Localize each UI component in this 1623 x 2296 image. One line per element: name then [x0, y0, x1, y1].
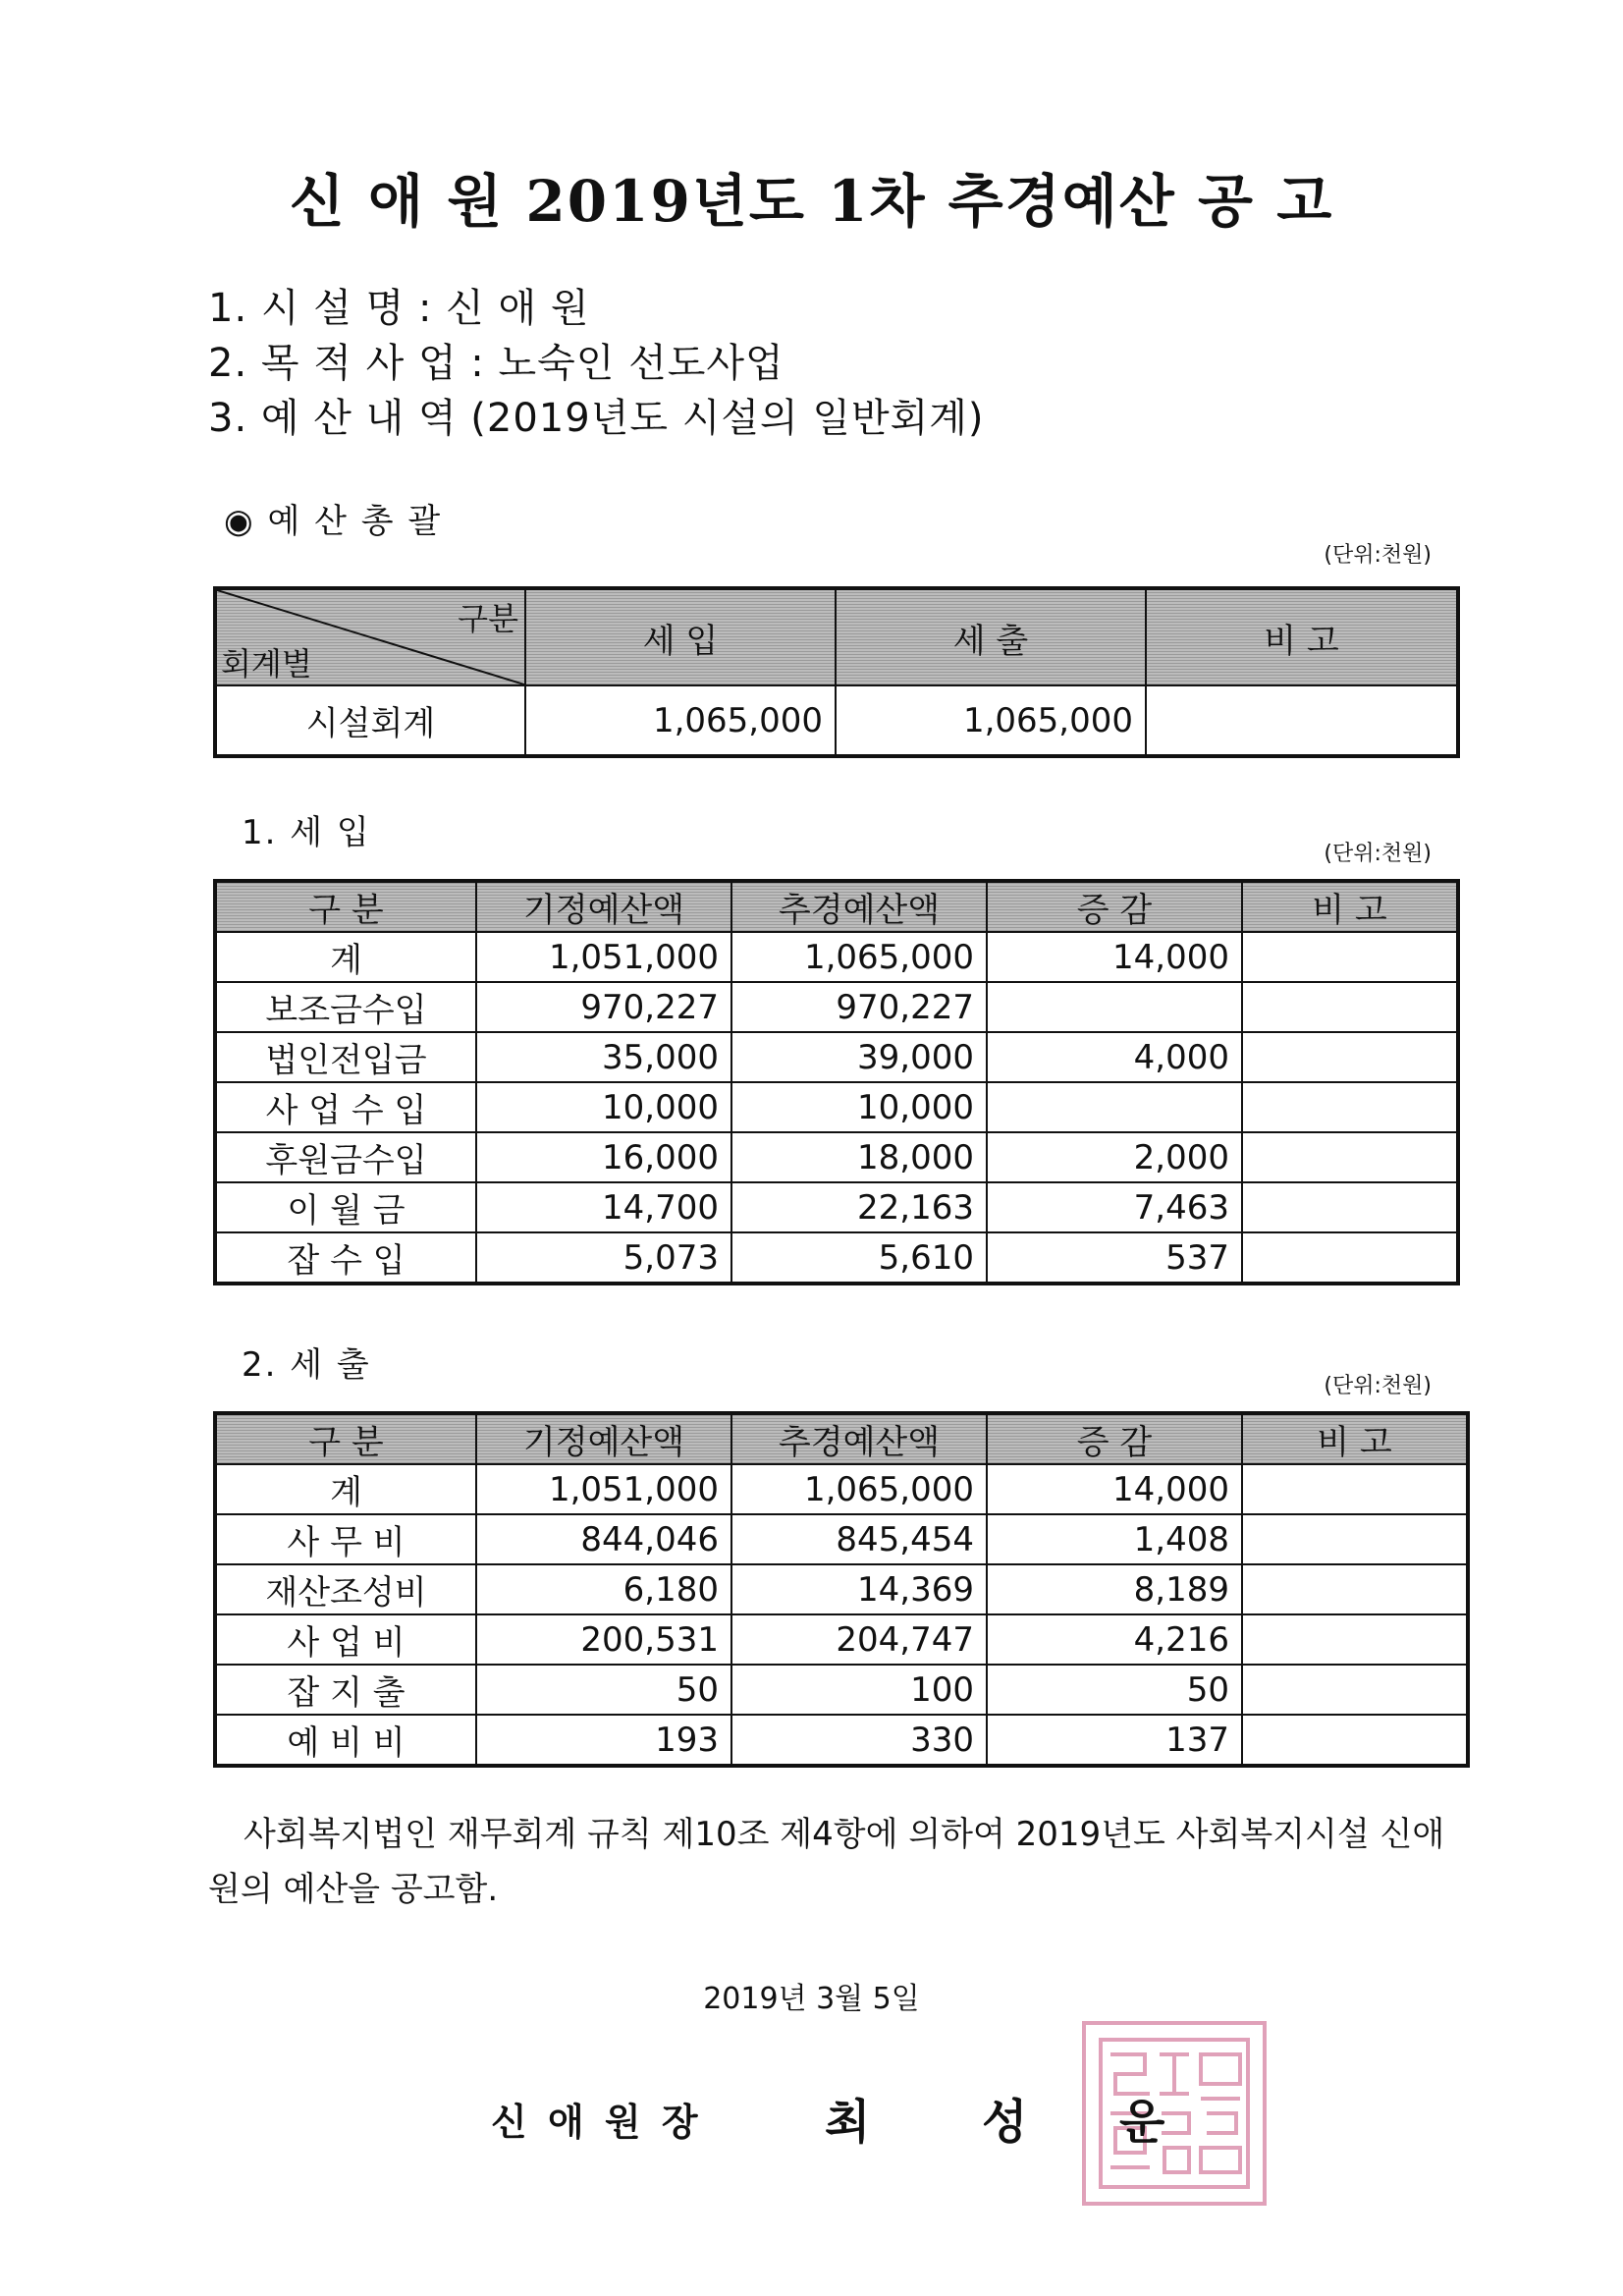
expense-cell-base: 193 — [476, 1715, 731, 1766]
income-cell-category: 사 업 수 입 — [215, 1082, 476, 1132]
income-row — [215, 932, 1458, 982]
expense-cell-note — [1242, 1514, 1468, 1564]
expense-cell-note — [1242, 1665, 1468, 1715]
summary-income: 1,065,000 — [525, 685, 836, 756]
expense-cell-note — [1242, 1614, 1468, 1665]
expense-cell-category: 계 — [215, 1464, 476, 1514]
expense-cell-diff: 14,000 — [987, 1464, 1242, 1514]
income-row — [215, 1232, 1458, 1284]
income-cell-note — [1242, 932, 1458, 982]
income-cell-diff: 14,000 — [987, 932, 1242, 982]
expense-cell-category: 예 비 비 — [215, 1715, 476, 1766]
income-cell-category: 법인전입금 — [215, 1032, 476, 1082]
income-cell-category: 후원금수입 — [215, 1132, 476, 1182]
income-cell-note — [1242, 1132, 1458, 1182]
income-cell-base: 16,000 — [476, 1132, 731, 1182]
income-cell-revised: 970,227 — [731, 982, 987, 1032]
expense-row — [215, 1464, 1468, 1514]
expense-cell-base: 50 — [476, 1665, 731, 1715]
info-budget: 3. 예 산 내 역 (2019년도 시설의 일반회계) — [208, 396, 985, 441]
income-cell-revised: 10,000 — [731, 1082, 987, 1132]
expense-header-revised: 추경예산액 — [731, 1413, 987, 1464]
income-cell-note — [1242, 1032, 1458, 1082]
director-name-2: 성 — [982, 2095, 1028, 2150]
director-name-1: 최 — [825, 2095, 871, 2150]
income-cell-note — [1242, 1082, 1458, 1132]
expense-cell-note — [1242, 1564, 1468, 1614]
income-unit: (단위:천원) — [1324, 842, 1432, 866]
income-cell-base: 14,700 — [476, 1182, 731, 1232]
income-cell-revised: 18,000 — [731, 1132, 987, 1182]
expense-row — [215, 1665, 1468, 1715]
summary-unit: (단위:천원) — [1324, 543, 1432, 568]
income-cell-revised: 39,000 — [731, 1032, 987, 1082]
expense-row — [215, 1715, 1468, 1766]
expense-cell-diff: 50 — [987, 1665, 1242, 1715]
income-row — [215, 982, 1458, 1032]
income-cell-category: 계 — [215, 932, 476, 982]
expense-cell-revised: 100 — [731, 1665, 987, 1715]
expense-cell-revised: 330 — [731, 1715, 987, 1766]
expense-cell-note — [1242, 1464, 1468, 1514]
info-facility: 1. 시 설 명 : 신 애 원 — [208, 286, 590, 331]
official-seal — [1082, 2021, 1267, 2206]
income-cell-note — [1242, 1232, 1458, 1284]
expense-row — [215, 1564, 1468, 1614]
expense-header-base: 기정예산액 — [476, 1413, 731, 1464]
income-cell-note — [1242, 982, 1458, 1032]
income-cell-base: 1,051,000 — [476, 932, 731, 982]
income-row — [215, 1182, 1458, 1232]
income-cell-revised: 5,610 — [731, 1232, 987, 1284]
income-cell-base: 10,000 — [476, 1082, 731, 1132]
expense-cell-revised: 14,369 — [731, 1564, 987, 1614]
expense-cell-category: 사 무 비 — [215, 1514, 476, 1564]
summary-heading: ◉ 예 산 총 괄 — [224, 502, 443, 541]
income-cell-diff — [987, 1082, 1242, 1132]
expense-cell-base: 1,051,000 — [476, 1464, 731, 1514]
income-cell-diff: 537 — [987, 1232, 1242, 1284]
expense-cell-base: 844,046 — [476, 1514, 731, 1564]
expense-cell-diff: 8,189 — [987, 1564, 1242, 1614]
income-cell-diff: 2,000 — [987, 1132, 1242, 1182]
income-header-note: 비 고 — [1242, 881, 1458, 932]
expense-cell-note — [1242, 1715, 1468, 1766]
income-cell-revised: 1,065,000 — [731, 932, 987, 982]
income-row — [215, 1132, 1458, 1182]
summary-header-note: 비 고 — [1146, 588, 1458, 685]
expense-unit: (단위:천원) — [1324, 1374, 1432, 1398]
diag-top-label: 구분 — [458, 600, 518, 637]
expense-cell-category: 사 업 비 — [215, 1614, 476, 1665]
income-row — [215, 1032, 1458, 1082]
expense-cell-diff: 1,408 — [987, 1514, 1242, 1564]
income-cell-diff: 7,463 — [987, 1182, 1242, 1232]
summary-table — [213, 586, 1460, 758]
income-header-diff: 증 감 — [987, 881, 1242, 932]
diag-bottom-label: 회계별 — [221, 645, 312, 683]
expense-cell-diff: 4,216 — [987, 1614, 1242, 1665]
income-cell-base: 35,000 — [476, 1032, 731, 1082]
expense-cell-revised: 204,747 — [731, 1614, 987, 1665]
income-header-revised: 추경예산액 — [731, 881, 987, 932]
income-header-base: 기정예산액 — [476, 881, 731, 932]
director-name-3: 운 — [1119, 2095, 1165, 2150]
income-cell-diff: 4,000 — [987, 1032, 1242, 1082]
income-cell-note — [1242, 1182, 1458, 1232]
expense-cell-category: 재산조성비 — [215, 1564, 476, 1614]
info-purpose: 2. 목 적 사 업 : 노숙인 선도사업 — [208, 341, 784, 386]
notice-text: 사회복지법인 재무회계 규칙 제10조 제4항에 의하여 2019년도 사회복지시설 신애원의 예산을 공고함. — [208, 1815, 1445, 1909]
income-cell-base: 5,073 — [476, 1232, 731, 1284]
expense-cell-revised: 1,065,000 — [731, 1464, 987, 1514]
income-cell-category: 보조금수입 — [215, 982, 476, 1032]
page-title: 신 애 원 2019년도 1차 추경예산 공 고 — [289, 168, 1334, 235]
expense-table — [213, 1411, 1470, 1768]
income-table — [213, 879, 1460, 1285]
income-cell-category: 잡 수 입 — [215, 1232, 476, 1284]
summary-name: 시설회계 — [215, 685, 525, 756]
expense-row — [215, 1614, 1468, 1665]
director-title: 신 애 원 장 — [491, 2100, 702, 2144]
expense-header-category: 구 분 — [215, 1413, 476, 1464]
income-cell-category: 이 월 금 — [215, 1182, 476, 1232]
expense-cell-diff: 137 — [987, 1715, 1242, 1766]
summary-note — [1146, 685, 1458, 756]
income-header-category: 구 분 — [215, 881, 476, 932]
income-cell-diff — [987, 982, 1242, 1032]
expense-cell-base: 6,180 — [476, 1564, 731, 1614]
income-cell-revised: 22,163 — [731, 1182, 987, 1232]
expense-cell-base: 200,531 — [476, 1614, 731, 1665]
notice-date: 2019년 3월 5일 — [703, 1982, 920, 2016]
expense-cell-revised: 845,454 — [731, 1514, 987, 1564]
expense-row — [215, 1514, 1468, 1564]
expense-heading: 2. 세 출 — [242, 1345, 371, 1385]
seal-pattern-icon — [1091, 2030, 1258, 2197]
income-cell-base: 970,227 — [476, 982, 731, 1032]
summary-diagonal-header — [215, 588, 525, 685]
income-heading: 1. 세 입 — [242, 813, 371, 852]
expense-header-note: 비 고 — [1242, 1413, 1468, 1464]
summary-row — [215, 685, 1458, 756]
summary-header-expense: 세 출 — [836, 588, 1146, 685]
summary-header-income: 세 입 — [525, 588, 836, 685]
summary-expense: 1,065,000 — [836, 685, 1146, 756]
income-row — [215, 1082, 1458, 1132]
expense-cell-category: 잡 지 출 — [215, 1665, 476, 1715]
expense-header-diff: 증 감 — [987, 1413, 1242, 1464]
